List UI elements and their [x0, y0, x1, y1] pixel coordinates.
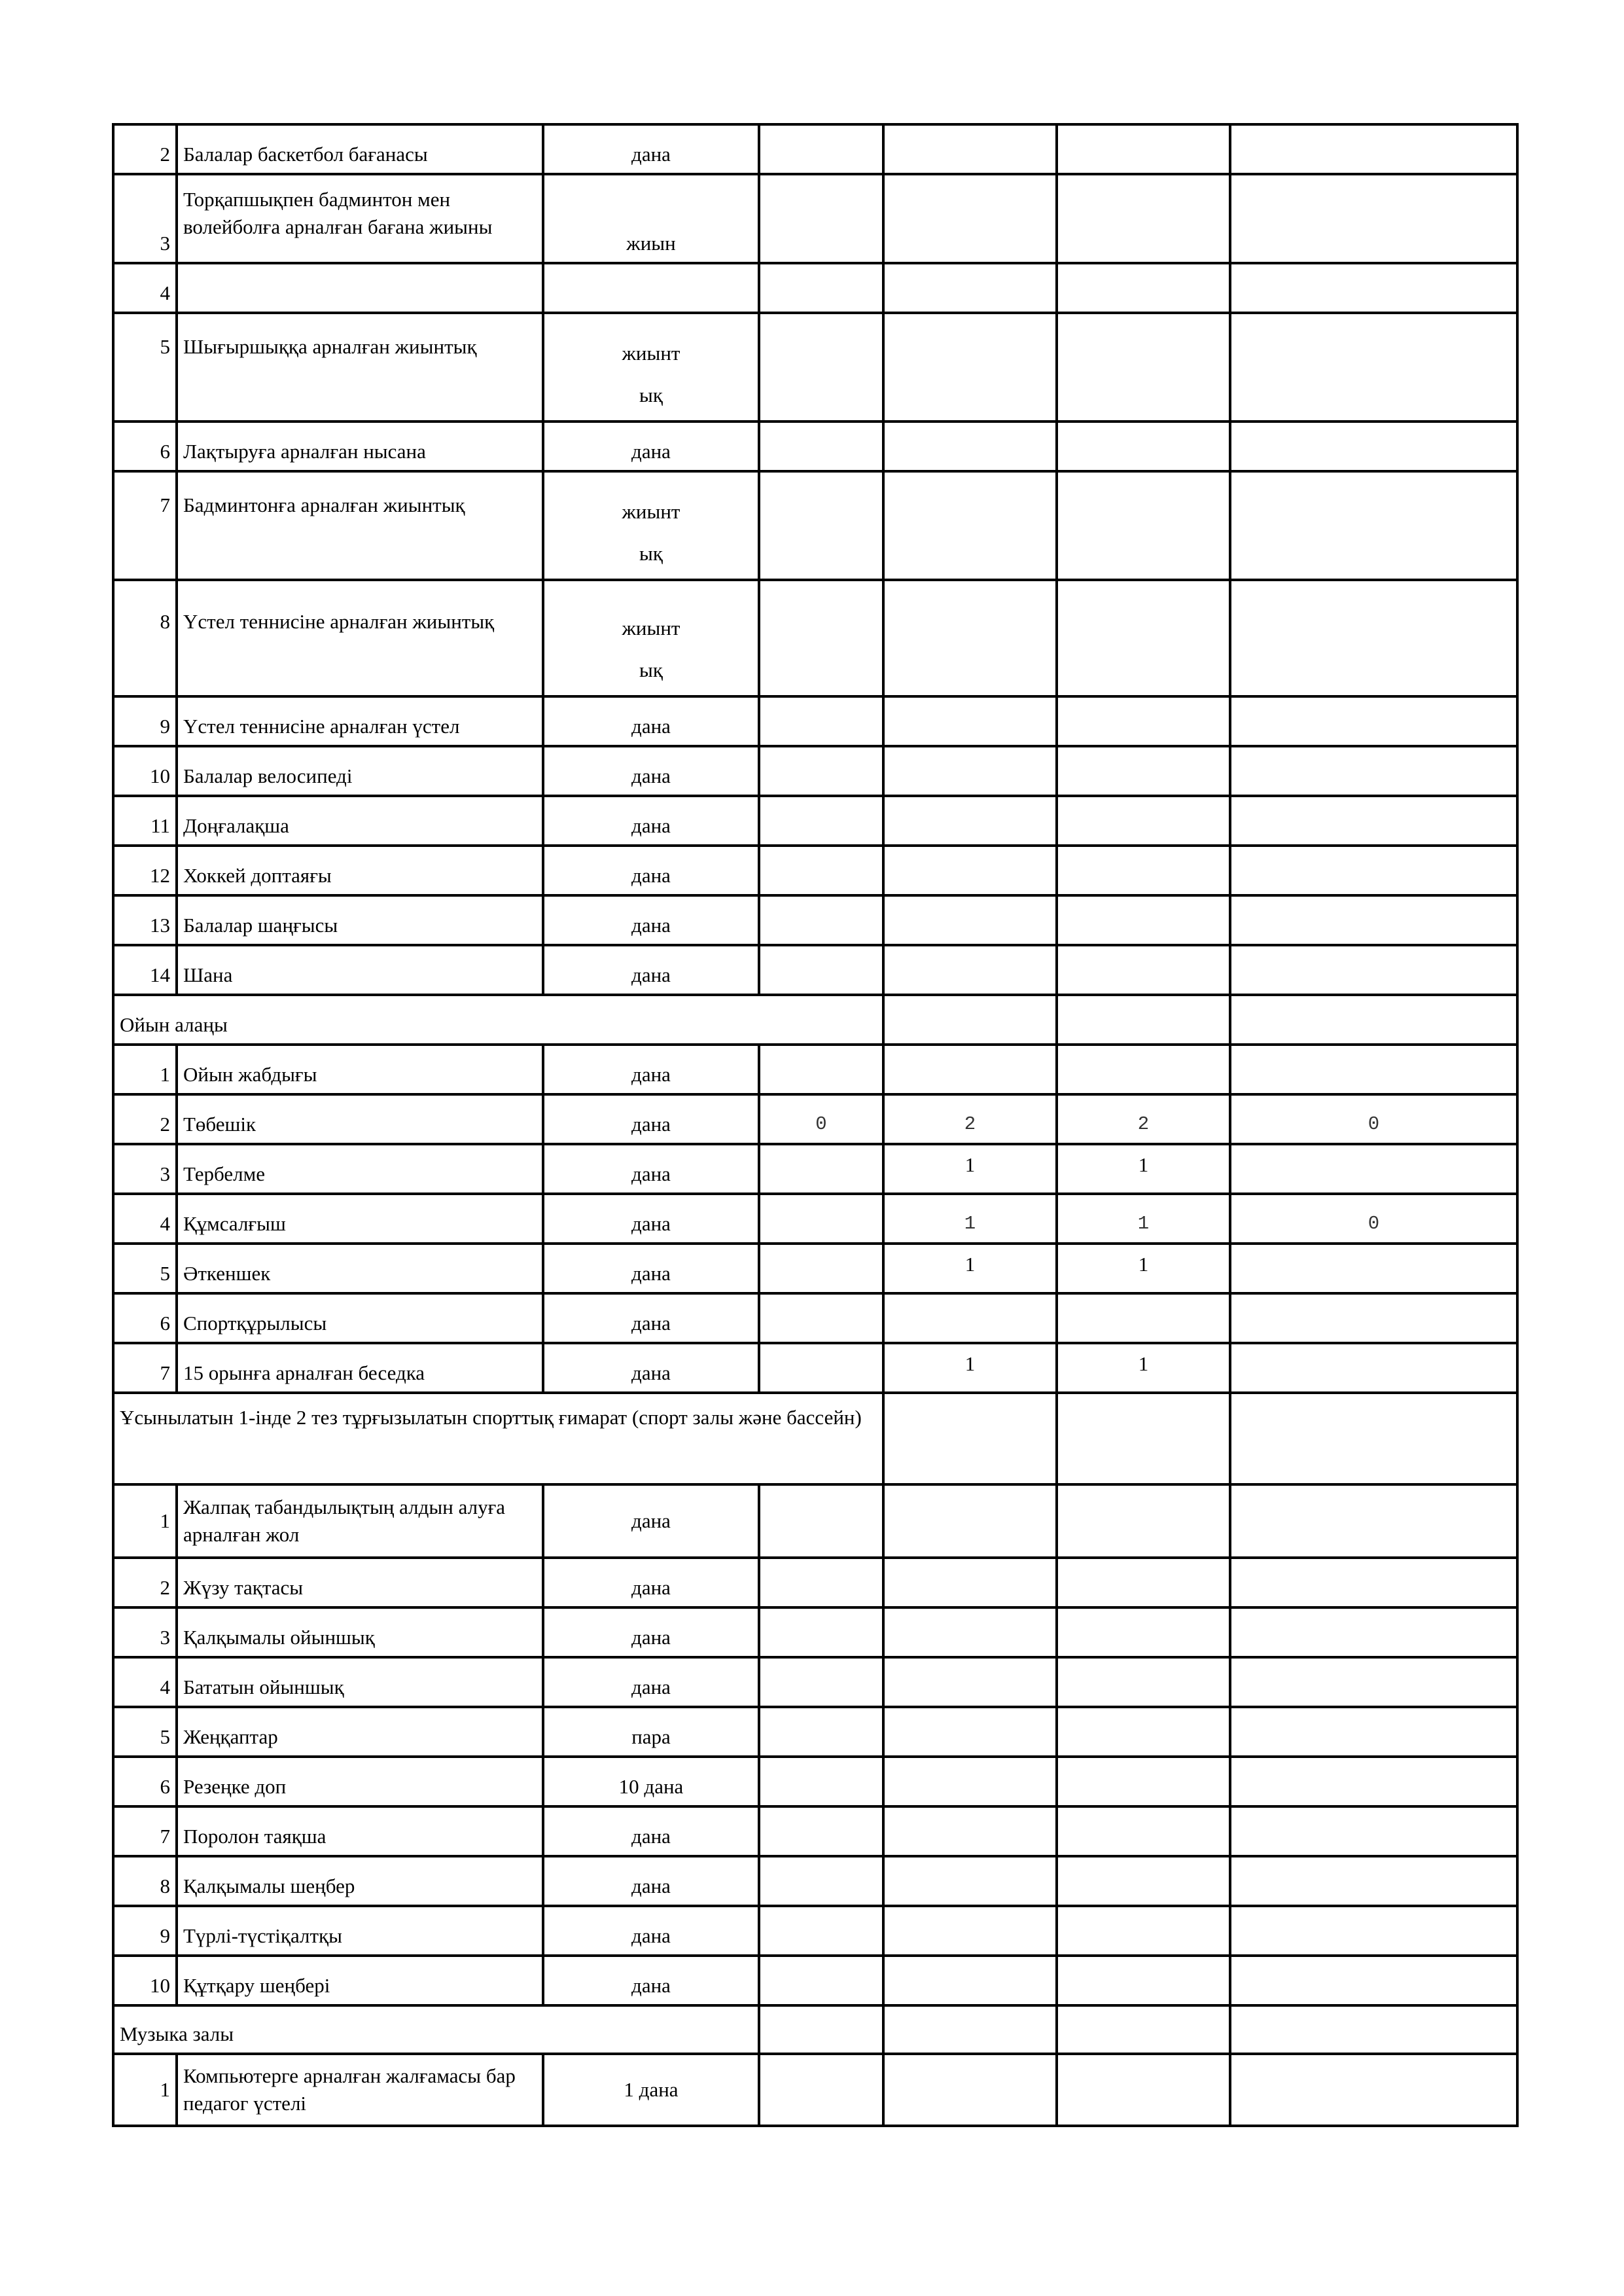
value-cell	[759, 2054, 883, 2126]
value-cell	[1057, 1045, 1230, 1094]
row-number: 1	[113, 2054, 177, 2126]
value-cell	[1057, 995, 1230, 1045]
value-cell	[883, 895, 1057, 945]
value-cell	[1230, 796, 1517, 846]
value-cell	[1230, 1558, 1517, 1607]
table-row	[113, 746, 1517, 796]
value-cell	[1057, 1558, 1230, 1607]
value-cell	[883, 1707, 1057, 1757]
value-cell	[1230, 1045, 1517, 1094]
item-name: Үстел теннисіне арналған үстел	[177, 696, 543, 746]
item-unit: 1 дана	[543, 2054, 759, 2126]
value-cell	[1057, 1707, 1230, 1757]
item-name	[177, 174, 543, 263]
item-name: Ойын жабдығы	[177, 1045, 543, 1094]
value-cell	[1230, 1607, 1517, 1657]
section-row	[113, 995, 1517, 1045]
item-unit	[543, 471, 759, 580]
value-cell	[759, 1558, 883, 1607]
table-row	[113, 1856, 1517, 1906]
item-unit-part: ық	[639, 658, 663, 681]
value-cell	[1230, 945, 1517, 995]
value-cell	[883, 1856, 1057, 1906]
table-row	[113, 1144, 1517, 1194]
item-name: Шана	[177, 945, 543, 995]
item-name: Лақтыруға арналған нысана	[177, 422, 543, 471]
table-row	[113, 1194, 1517, 1244]
value-cell	[1057, 1806, 1230, 1856]
item-unit: дана	[543, 895, 759, 945]
item-name: Резеңке доп	[177, 1757, 543, 1806]
value-cell	[1230, 2005, 1517, 2054]
value-cell	[883, 796, 1057, 846]
item-name: Балалар велосипеді	[177, 746, 543, 796]
value-cell	[759, 746, 883, 796]
value-cell	[883, 1906, 1057, 1956]
table-row	[113, 471, 1517, 580]
value-cell	[883, 1558, 1057, 1607]
table-row	[113, 1094, 1517, 1144]
table-row	[113, 1343, 1517, 1393]
value-cell	[1057, 2054, 1230, 2126]
item-unit: дана	[543, 1906, 759, 1956]
table-row	[113, 263, 1517, 313]
row-number: 3	[113, 1607, 177, 1657]
item-unit: дана	[543, 945, 759, 995]
table-row	[113, 1484, 1517, 1558]
value-cell	[759, 313, 883, 422]
item-name: Үстел теннисіне арналған жиынтық	[177, 580, 543, 696]
table-row	[113, 1806, 1517, 1856]
item-name: Түрлі-түстіқалтқы	[177, 1906, 543, 1956]
value-cell	[759, 1484, 883, 1558]
value-cell	[1230, 313, 1517, 422]
value-cell	[759, 1293, 883, 1343]
row-number: 7	[113, 1806, 177, 1856]
value-cell	[1057, 796, 1230, 846]
value-cell	[759, 124, 883, 174]
value-cell	[883, 1657, 1057, 1707]
value-cell	[883, 1484, 1057, 1558]
value-cell	[759, 471, 883, 580]
row-number: 6	[113, 422, 177, 471]
item-name-text: Торқапшықпен бадминтон мен волейболға арналған бағана жиыны	[183, 188, 493, 238]
item-unit-part: жиынт	[622, 500, 680, 523]
table-row	[113, 124, 1517, 174]
value-cell	[883, 2054, 1057, 2126]
value-cell	[1057, 313, 1230, 422]
value-cell	[1230, 995, 1517, 1045]
item-unit	[543, 263, 759, 313]
item-name: Әткеншек	[177, 1244, 543, 1293]
row-number: 12	[113, 846, 177, 895]
table-row	[113, 313, 1517, 422]
value-cell	[883, 174, 1057, 263]
value-cell	[1057, 945, 1230, 995]
value-cell	[883, 846, 1057, 895]
item-name: Балалар шаңғысы	[177, 895, 543, 945]
row-number: 5	[113, 1244, 177, 1293]
value-cell: 1	[883, 1343, 1057, 1393]
value-cell	[759, 2005, 883, 2054]
value-cell: 1	[883, 1144, 1057, 1194]
item-name	[177, 1484, 543, 1558]
value-cell	[883, 1956, 1057, 2005]
item-name	[177, 263, 543, 313]
value-cell	[883, 746, 1057, 796]
value-cell: 0	[1230, 1094, 1517, 1144]
value-cell	[883, 1045, 1057, 1094]
value-cell	[759, 580, 883, 696]
row-number: 11	[113, 796, 177, 846]
item-name: Спортқұрылысы	[177, 1293, 543, 1343]
item-unit: дана	[543, 1293, 759, 1343]
row-number: 6	[113, 1757, 177, 1806]
value-cell	[759, 1906, 883, 1956]
item-unit-part: жиынт	[622, 617, 680, 639]
row-number: 3	[113, 1144, 177, 1194]
item-name: Доңғалақша	[177, 796, 543, 846]
value-cell	[1230, 895, 1517, 945]
value-cell	[1057, 1607, 1230, 1657]
row-number: 8	[113, 1856, 177, 1906]
value-cell	[759, 1194, 883, 1244]
value-cell: 1	[1057, 1244, 1230, 1293]
value-cell	[1057, 1657, 1230, 1707]
item-name: Жүзу тақтасы	[177, 1558, 543, 1607]
section-row	[113, 1393, 1517, 1484]
value-cell	[1057, 1906, 1230, 1956]
value-cell	[1230, 846, 1517, 895]
item-unit: жиын	[543, 174, 759, 263]
item-unit-part: ық	[639, 384, 663, 406]
row-number: 9	[113, 1906, 177, 1956]
item-unit: дана	[543, 1194, 759, 1244]
item-name: Шығыршыққа арналған жиынтық	[177, 313, 543, 422]
table-row	[113, 1045, 1517, 1094]
item-unit: дана	[543, 1343, 759, 1393]
value-cell	[1230, 422, 1517, 471]
row-number: 2	[113, 1558, 177, 1607]
value-cell	[1057, 1484, 1230, 1558]
value-cell	[1230, 696, 1517, 746]
value-cell	[1230, 1657, 1517, 1707]
value-cell	[883, 1607, 1057, 1657]
table-row	[113, 580, 1517, 696]
table-row	[113, 1906, 1517, 1956]
table-row	[113, 696, 1517, 746]
item-name: Төбешік	[177, 1094, 543, 1144]
item-unit: дана	[543, 846, 759, 895]
item-unit: дана	[543, 796, 759, 846]
value-cell: 1	[1057, 1194, 1230, 1244]
row-number: 13	[113, 895, 177, 945]
item-name: Қалқымалы ойыншық	[177, 1607, 543, 1657]
value-cell: 1	[883, 1244, 1057, 1293]
value-cell	[883, 263, 1057, 313]
value-cell	[759, 422, 883, 471]
table-row	[113, 1757, 1517, 1806]
item-name: Жеңқаптар	[177, 1707, 543, 1757]
value-cell	[759, 846, 883, 895]
table-row	[113, 1558, 1517, 1607]
table-row	[113, 1707, 1517, 1757]
item-name: Поролон таяқша	[177, 1806, 543, 1856]
value-cell	[1230, 1293, 1517, 1343]
value-cell	[759, 1144, 883, 1194]
row-number: 2	[113, 124, 177, 174]
value-cell	[1057, 1293, 1230, 1343]
section-title-playground: Ойын алаңы	[113, 995, 883, 1045]
value-cell: 1	[883, 1194, 1057, 1244]
value-cell	[1230, 1856, 1517, 1906]
value-cell	[1057, 746, 1230, 796]
section-title-sport: Ұсынылатын 1-інде 2 тез тұрғызылатын спорттық ғимарат (спорт залы және бассейн)	[113, 1393, 883, 1484]
value-cell: 1	[1057, 1144, 1230, 1194]
row-number: 1	[113, 1484, 177, 1558]
value-cell	[759, 895, 883, 945]
value-cell	[883, 696, 1057, 746]
section-row	[113, 2005, 1517, 2054]
row-number: 4	[113, 1657, 177, 1707]
value-cell	[759, 1806, 883, 1856]
value-cell	[883, 1293, 1057, 1343]
value-cell	[1057, 174, 1230, 263]
value-cell	[1230, 2054, 1517, 2126]
item-unit: дана	[543, 746, 759, 796]
value-cell	[759, 1856, 883, 1906]
value-cell	[883, 1393, 1057, 1484]
row-number: 4	[113, 263, 177, 313]
table-row	[113, 945, 1517, 995]
item-name-text: Жалпақ табандылықтың алдын алуға арналған жол	[183, 1496, 506, 1546]
table-row	[113, 796, 1517, 846]
row-number: 8	[113, 580, 177, 696]
item-name	[177, 2054, 543, 2126]
value-cell	[1230, 1806, 1517, 1856]
value-cell	[1230, 1244, 1517, 1293]
value-cell	[1057, 1393, 1230, 1484]
table-row	[113, 1244, 1517, 1293]
table-row	[113, 422, 1517, 471]
value-cell	[883, 945, 1057, 995]
row-number: 1	[113, 1045, 177, 1094]
value-cell	[1057, 696, 1230, 746]
value-cell	[1230, 263, 1517, 313]
item-unit: дана	[543, 1558, 759, 1607]
item-name: Хоккей доптаяғы	[177, 846, 543, 895]
row-number: 4	[113, 1194, 177, 1244]
value-cell	[1230, 1757, 1517, 1806]
item-unit: дана	[543, 124, 759, 174]
value-cell	[759, 174, 883, 263]
item-unit: 10 дана	[543, 1757, 759, 1806]
item-unit: дана	[543, 1607, 759, 1657]
row-number: 3	[113, 174, 177, 263]
value-cell	[883, 1806, 1057, 1856]
table-row	[113, 174, 1517, 263]
item-name: Бадминтонға арналған жиынтық	[177, 471, 543, 580]
value-cell	[1057, 263, 1230, 313]
value-cell	[1230, 580, 1517, 696]
item-unit: дана	[543, 1956, 759, 2005]
value-cell	[1230, 1956, 1517, 2005]
value-cell	[883, 2005, 1057, 2054]
value-cell	[1230, 1393, 1517, 1484]
value-cell	[883, 1757, 1057, 1806]
item-name: 15 орынға арналған беседка	[177, 1343, 543, 1393]
value-cell	[759, 1757, 883, 1806]
row-number: 9	[113, 696, 177, 746]
value-cell	[1057, 1856, 1230, 1906]
table-row	[113, 895, 1517, 945]
item-unit: дана	[543, 1094, 759, 1144]
value-cell	[1230, 746, 1517, 796]
row-number: 14	[113, 945, 177, 995]
value-cell	[1230, 1144, 1517, 1194]
item-name-text: Компьютерге арналған жалғамасы бар педагог үстелі	[183, 2064, 516, 2115]
value-cell	[759, 1244, 883, 1293]
item-unit: дана	[543, 1244, 759, 1293]
item-unit: дана	[543, 1657, 759, 1707]
value-cell	[1230, 174, 1517, 263]
table-row	[113, 1956, 1517, 2005]
item-unit: дана	[543, 422, 759, 471]
value-cell	[1230, 471, 1517, 580]
value-cell	[1057, 471, 1230, 580]
item-unit	[543, 313, 759, 422]
section-title-music: Музыка залы	[113, 2005, 759, 2054]
value-cell	[1230, 1906, 1517, 1956]
value-cell	[759, 1045, 883, 1094]
item-unit: дана	[543, 1484, 759, 1558]
value-cell: 1	[1057, 1343, 1230, 1393]
table-row	[113, 1657, 1517, 1707]
table-row	[113, 2054, 1517, 2126]
value-cell: 2	[1057, 1094, 1230, 1144]
table-row	[113, 1607, 1517, 1657]
value-cell	[1057, 1757, 1230, 1806]
value-cell	[1230, 1707, 1517, 1757]
item-unit: дана	[543, 696, 759, 746]
value-cell	[1057, 846, 1230, 895]
value-cell: 0	[1230, 1194, 1517, 1244]
value-cell	[883, 124, 1057, 174]
value-cell	[759, 1707, 883, 1757]
item-unit: дана	[543, 1045, 759, 1094]
row-number: 7	[113, 471, 177, 580]
value-cell	[759, 696, 883, 746]
value-cell: 2	[883, 1094, 1057, 1144]
value-cell	[759, 263, 883, 313]
value-cell	[1057, 1956, 1230, 2005]
value-cell	[1057, 124, 1230, 174]
row-number: 10	[113, 1956, 177, 2005]
value-cell	[1057, 895, 1230, 945]
value-cell	[1057, 422, 1230, 471]
table-row	[113, 1293, 1517, 1343]
item-name: Балалар баскетбол бағанасы	[177, 124, 543, 174]
value-cell	[883, 422, 1057, 471]
item-name: Тербелме	[177, 1144, 543, 1194]
equipment-table	[112, 123, 1519, 2127]
value-cell	[759, 1607, 883, 1657]
value-cell	[1230, 124, 1517, 174]
item-unit: дана	[543, 1144, 759, 1194]
table-row	[113, 846, 1517, 895]
value-cell	[883, 995, 1057, 1045]
value-cell	[759, 1343, 883, 1393]
value-cell	[1230, 1343, 1517, 1393]
row-number: 5	[113, 1707, 177, 1757]
value-cell	[883, 313, 1057, 422]
value-cell	[759, 945, 883, 995]
item-unit-part: жиынт	[622, 342, 680, 365]
item-name: Бататын ойыншық	[177, 1657, 543, 1707]
row-number: 7	[113, 1343, 177, 1393]
item-name: Қалқымалы шеңбер	[177, 1856, 543, 1906]
value-cell	[759, 796, 883, 846]
value-cell: 0	[759, 1094, 883, 1144]
value-cell	[883, 471, 1057, 580]
value-cell	[883, 580, 1057, 696]
item-unit: дана	[543, 1806, 759, 1856]
value-cell	[1057, 580, 1230, 696]
row-number: 5	[113, 313, 177, 422]
row-number: 2	[113, 1094, 177, 1144]
value-cell	[759, 1657, 883, 1707]
item-name: Құтқару шеңбері	[177, 1956, 543, 2005]
item-unit	[543, 580, 759, 696]
value-cell	[1230, 1484, 1517, 1558]
value-cell	[1057, 2005, 1230, 2054]
row-number: 10	[113, 746, 177, 796]
item-unit-part: ық	[639, 542, 663, 565]
value-cell	[759, 1956, 883, 2005]
item-unit: пара	[543, 1707, 759, 1757]
item-unit: дана	[543, 1856, 759, 1906]
row-number: 6	[113, 1293, 177, 1343]
item-name: Құмсалғыш	[177, 1194, 543, 1244]
